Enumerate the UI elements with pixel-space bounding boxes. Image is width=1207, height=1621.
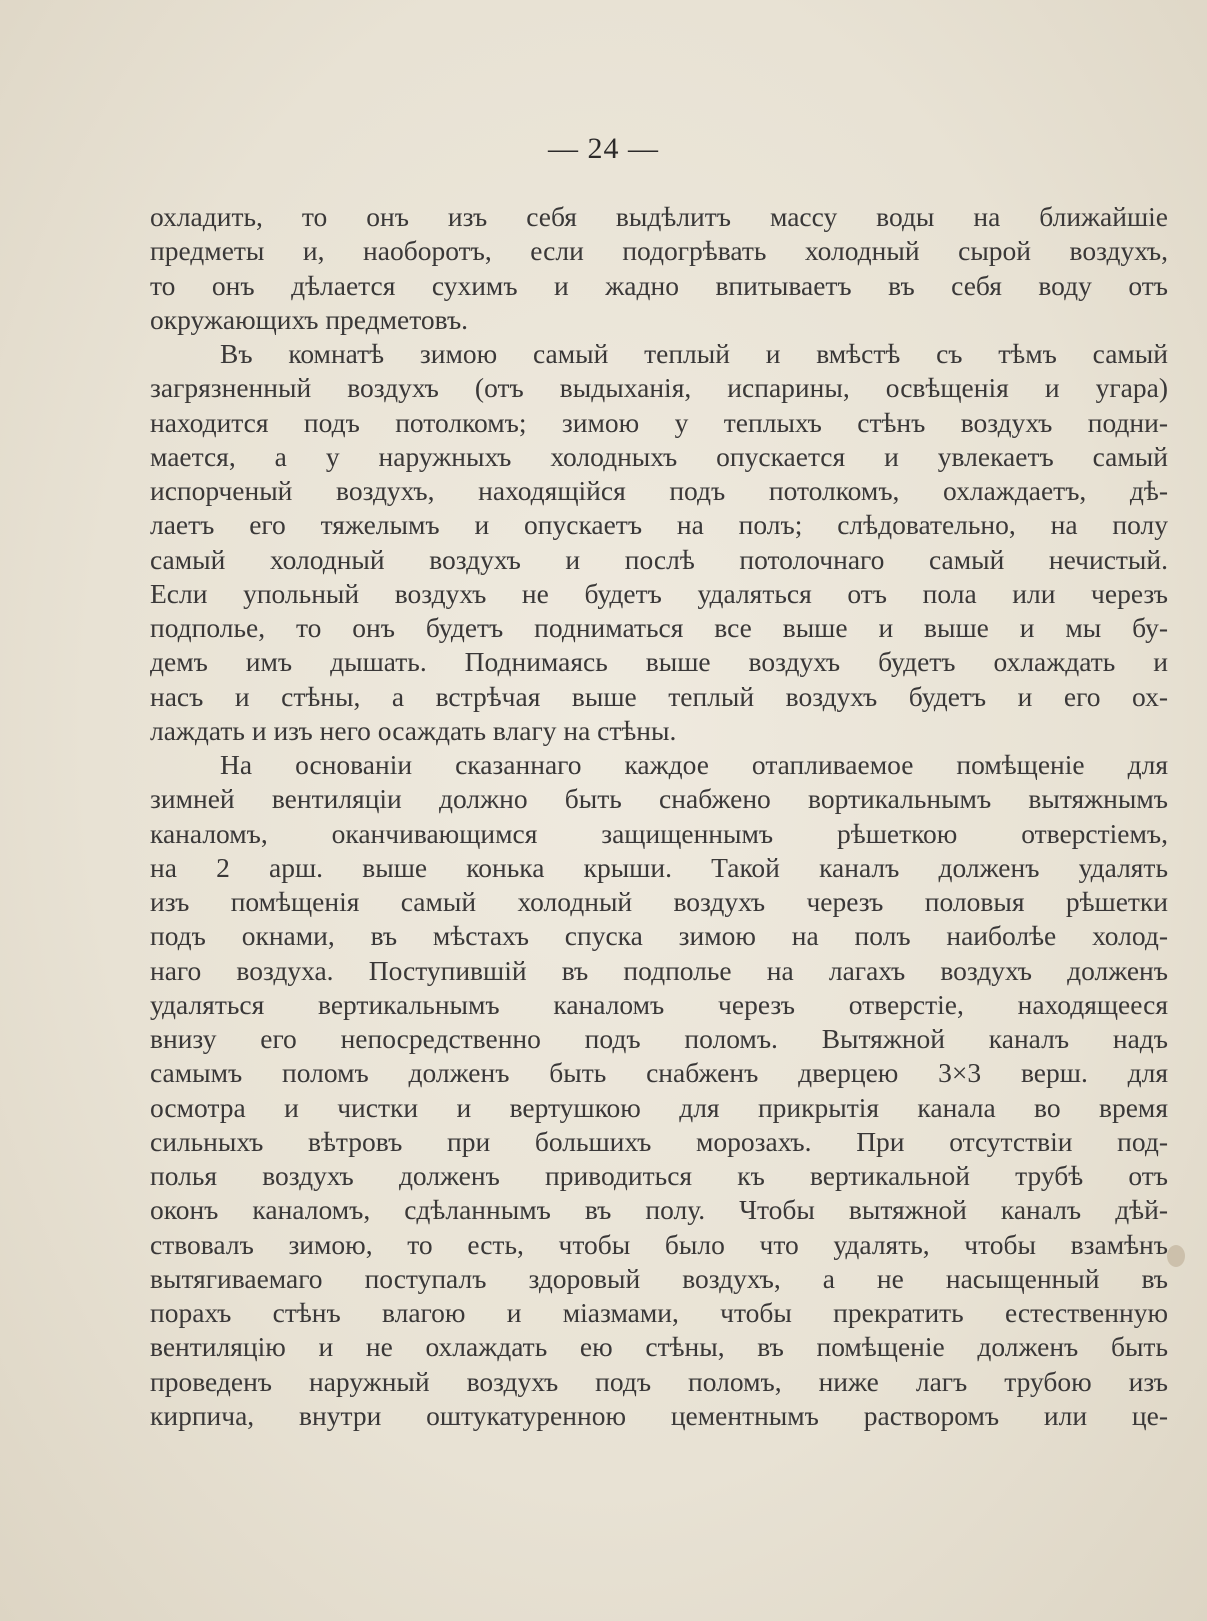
text-line: то онъ дѣлается сухимъ и жадно впитываетъ въ себя воду отъ: [150, 269, 1168, 301]
text-line: внизу его непосредственно подъ поломъ. Вытяжной каналъ надъ: [150, 1023, 1168, 1054]
text-line: сильныхъ вѣтровъ при большихъ морозахъ. При отсутствіи под-: [150, 1125, 1168, 1157]
text-line: находится подъ потолкомъ; зимою у теплыхъ стѣнъ воздухъ подни-: [150, 406, 1168, 438]
text-line: насъ и стѣны, а встрѣчая выше теплый воздухъ будетъ и его ох-: [150, 680, 1168, 712]
text-line: самымъ поломъ долженъ быть снабженъ дверцею 3×3 верш. для: [150, 1057, 1168, 1089]
page-number: — 24 —: [548, 132, 659, 165]
text-line: мается, а у наружныхъ холодныхъ опускается и увлекаетъ самый: [150, 440, 1168, 472]
text-line: вентиляцію и не охлаждать ею стѣны, въ помѣщеніе долженъ быть: [150, 1331, 1168, 1363]
text-line: Въ комнатѣ зимою самый теплый и вмѣстѣ съ тѣмъ самый: [220, 338, 1168, 369]
text-line: зимней вентиляціи должно быть снабжено вортикальнымъ вытяжнымъ: [150, 783, 1168, 815]
text-line: изъ помѣщенія самый холодный воздухъ черезъ половыя рѣшетки: [150, 886, 1168, 917]
text-line: ствовалъ зимою, то есть, чтобы было что удалять, чтобы взамѣнъ: [150, 1228, 1168, 1260]
text-line: Если упольный воздухъ не будетъ удаляться отъ пола или черезъ: [150, 577, 1168, 609]
text-line: оконъ каналомъ, сдѣланнымъ въ полу. Чтобы вытяжной каналъ дѣй-: [150, 1194, 1168, 1226]
text-line: проведенъ наружный воздухъ подъ поломъ, ниже лагъ трубою изъ: [150, 1365, 1168, 1397]
text-line: каналомъ, оканчивающимся защищеннымъ рѣшеткою отверстіемъ,: [150, 817, 1168, 849]
text-line: предметы и, наоборотъ, если подогрѣвать холодный сырой воздухъ,: [150, 235, 1168, 267]
text-line: кирпича, внутри оштукатуренною цементнымъ растворомъ или це-: [150, 1399, 1168, 1431]
text-line: загрязненный воздухъ (отъ выдыханія, испарины, освѣщенія и угара): [150, 372, 1168, 404]
text-line: охладить, то онъ изъ себя выдѣлитъ массу воды на ближайшіе: [150, 201, 1168, 232]
text-line: подполье, то онъ будетъ подниматься все выше и выше и мы бу-: [150, 612, 1168, 643]
text-line: На основаніи сказаннаго каждое отапливаемое помѣщеніе для: [220, 749, 1168, 780]
text-line: демъ имъ дышать. Поднимаясь выше воздухъ будетъ охлаждать и: [150, 646, 1168, 678]
text-line: испорченый воздухъ, находящійся подъ потолкомъ, охлаждаетъ, дѣ-: [150, 475, 1168, 506]
text-line: наго воздуха. Поступившій въ подполье на лагахъ воздухъ долженъ: [150, 954, 1168, 986]
text-line: окружающихъ предметовъ.: [150, 303, 469, 335]
text-line: на 2 арш. выше конька крыши. Такой каналъ долженъ удалять: [150, 851, 1168, 883]
text-line: лаждать и изъ него осаждать влагу на стѣны.: [150, 714, 677, 746]
text-line: самый холодный воздухъ и послѣ потолочнаго самый нечистый.: [150, 543, 1168, 575]
body-text: [150, 200, 1168, 1433]
text-line: порахъ стѣнъ влагою и міазмами, чтобы прекратить естественную: [150, 1297, 1168, 1328]
text-line: удаляться вертикальнымъ каналомъ черезъ отверстіе, находящееся: [150, 988, 1168, 1020]
paragraph-1: [150, 200, 1168, 337]
text-line: вытягиваемаго поступалъ здоровый воздухъ, а не насыщенный въ: [150, 1262, 1168, 1294]
paragraph-3: [150, 748, 1168, 1433]
paper-stain: [1167, 1245, 1185, 1267]
paragraph-2: [150, 337, 1168, 748]
text-line: осмотра и чистки и вертушкою для прикрытія канала во время: [150, 1091, 1168, 1123]
text-line: полья воздухъ долженъ приводиться къ вертикальной трубѣ отъ: [150, 1160, 1168, 1191]
text-line: лаетъ его тяжелымъ и опускаетъ на полъ; слѣдовательно, на полу: [150, 509, 1168, 541]
text-line: подъ окнами, въ мѣстахъ спуска зимою на полъ наиболѣе холод-: [150, 920, 1168, 952]
